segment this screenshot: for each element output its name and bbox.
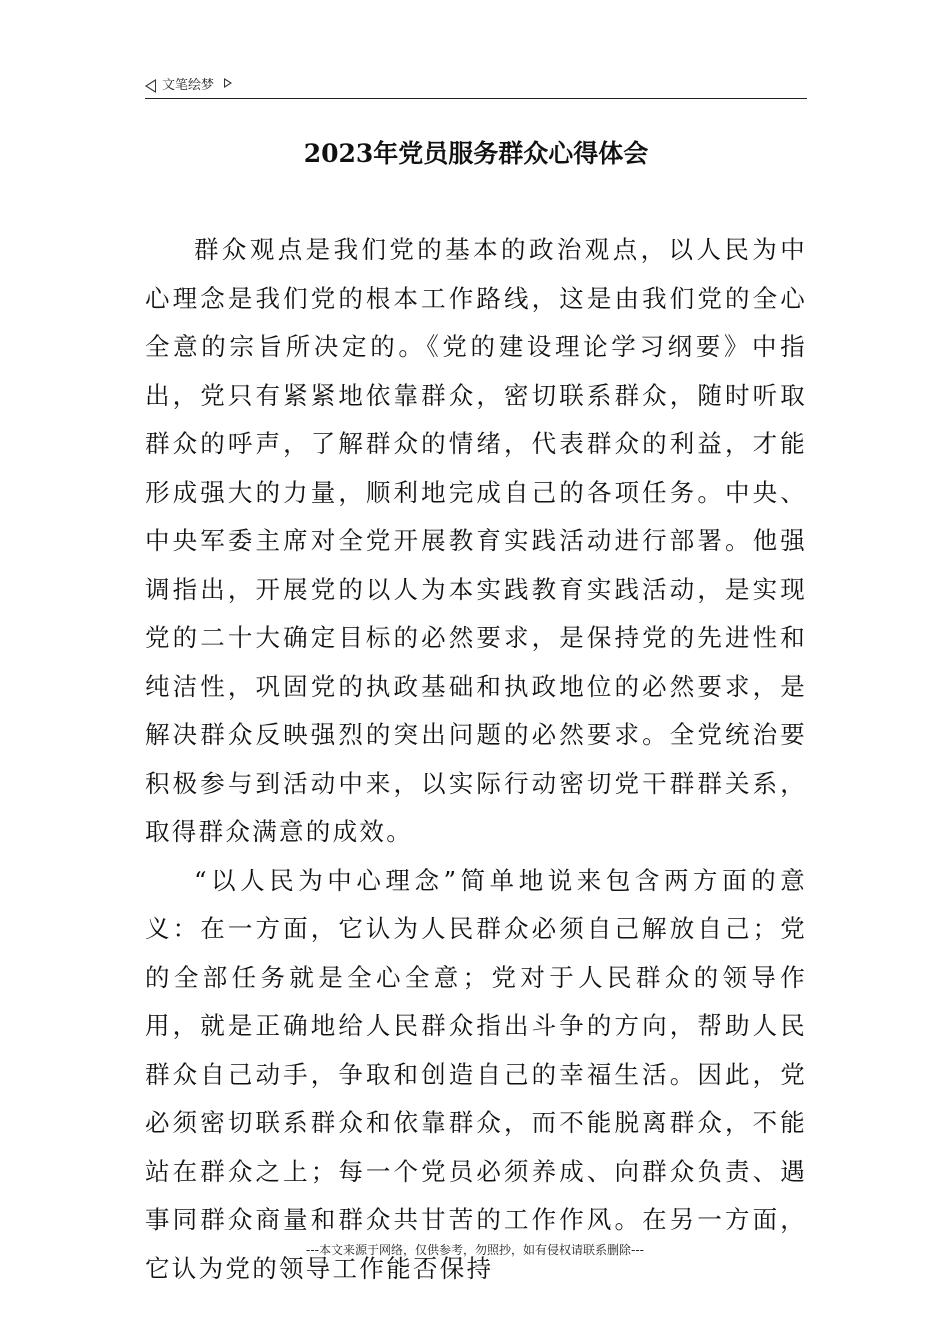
page-header — [145, 74, 807, 99]
triangle-left-icon — [145, 79, 156, 93]
paragraph-1: 群众观点是我们党的基本的政治观点，以人民为中心理念是我们党的根本工作路线，这是由我们党的全心全意的宗旨所决定的。《党的建设理论学习纲要》中指出，党只有紧紧地依靠群众，密切联系群众，随时听取群众的呼声，了解群众的情绪，代表群众的利益，才能形成强大的力量，顺利地完成自己的各项任务。中央、中央军委主席对全党开展教育实践活动进行部署。他强调指出，开展党的以人为本实践教育实践活动，是实现党的二十大确定目标的必然要求，是保持党的先进性和纯洁性，巩固党的执政基础和执政地位的必然要求，是解决群众反映强烈的突出问题的必然要求。全党统治要积极参与到活动中来，以实际行动密切党干群群关系，取得群众满意的成效。 — [145, 235, 807, 846]
triangle-right-icon — [224, 78, 232, 88]
paragraph-2: “以人民为中心理念”简单地说来包含两方面的意义：在一方面，它认为人民群众必须自己解放自己；党的全部任务就是全心全意；党对于人民群众的领导作用，就是正确地给人民群众指出斗争的方向，帮助人民群众自己动手，争取和创造自己的幸福生活。因此，党必须密切联系群众和依靠群众，而不能脱离群众，不能站在群众之上；每一个党员必须养成、向群众负责、遇事同群众商量和群众共甘苦的工作作风。在另一方面，它认为党的领导工作能否保持 — [145, 865, 807, 1283]
document-title: 2023年党员服务群众心得体会 — [303, 139, 649, 168]
header-brand: 文笔绘梦 — [162, 78, 215, 93]
document-body — [145, 226, 807, 1293]
footer-disclaimer: ---本文来源于网络，仅供参考，勿照抄，如有侵权请联系删除--- — [306, 1243, 644, 1257]
